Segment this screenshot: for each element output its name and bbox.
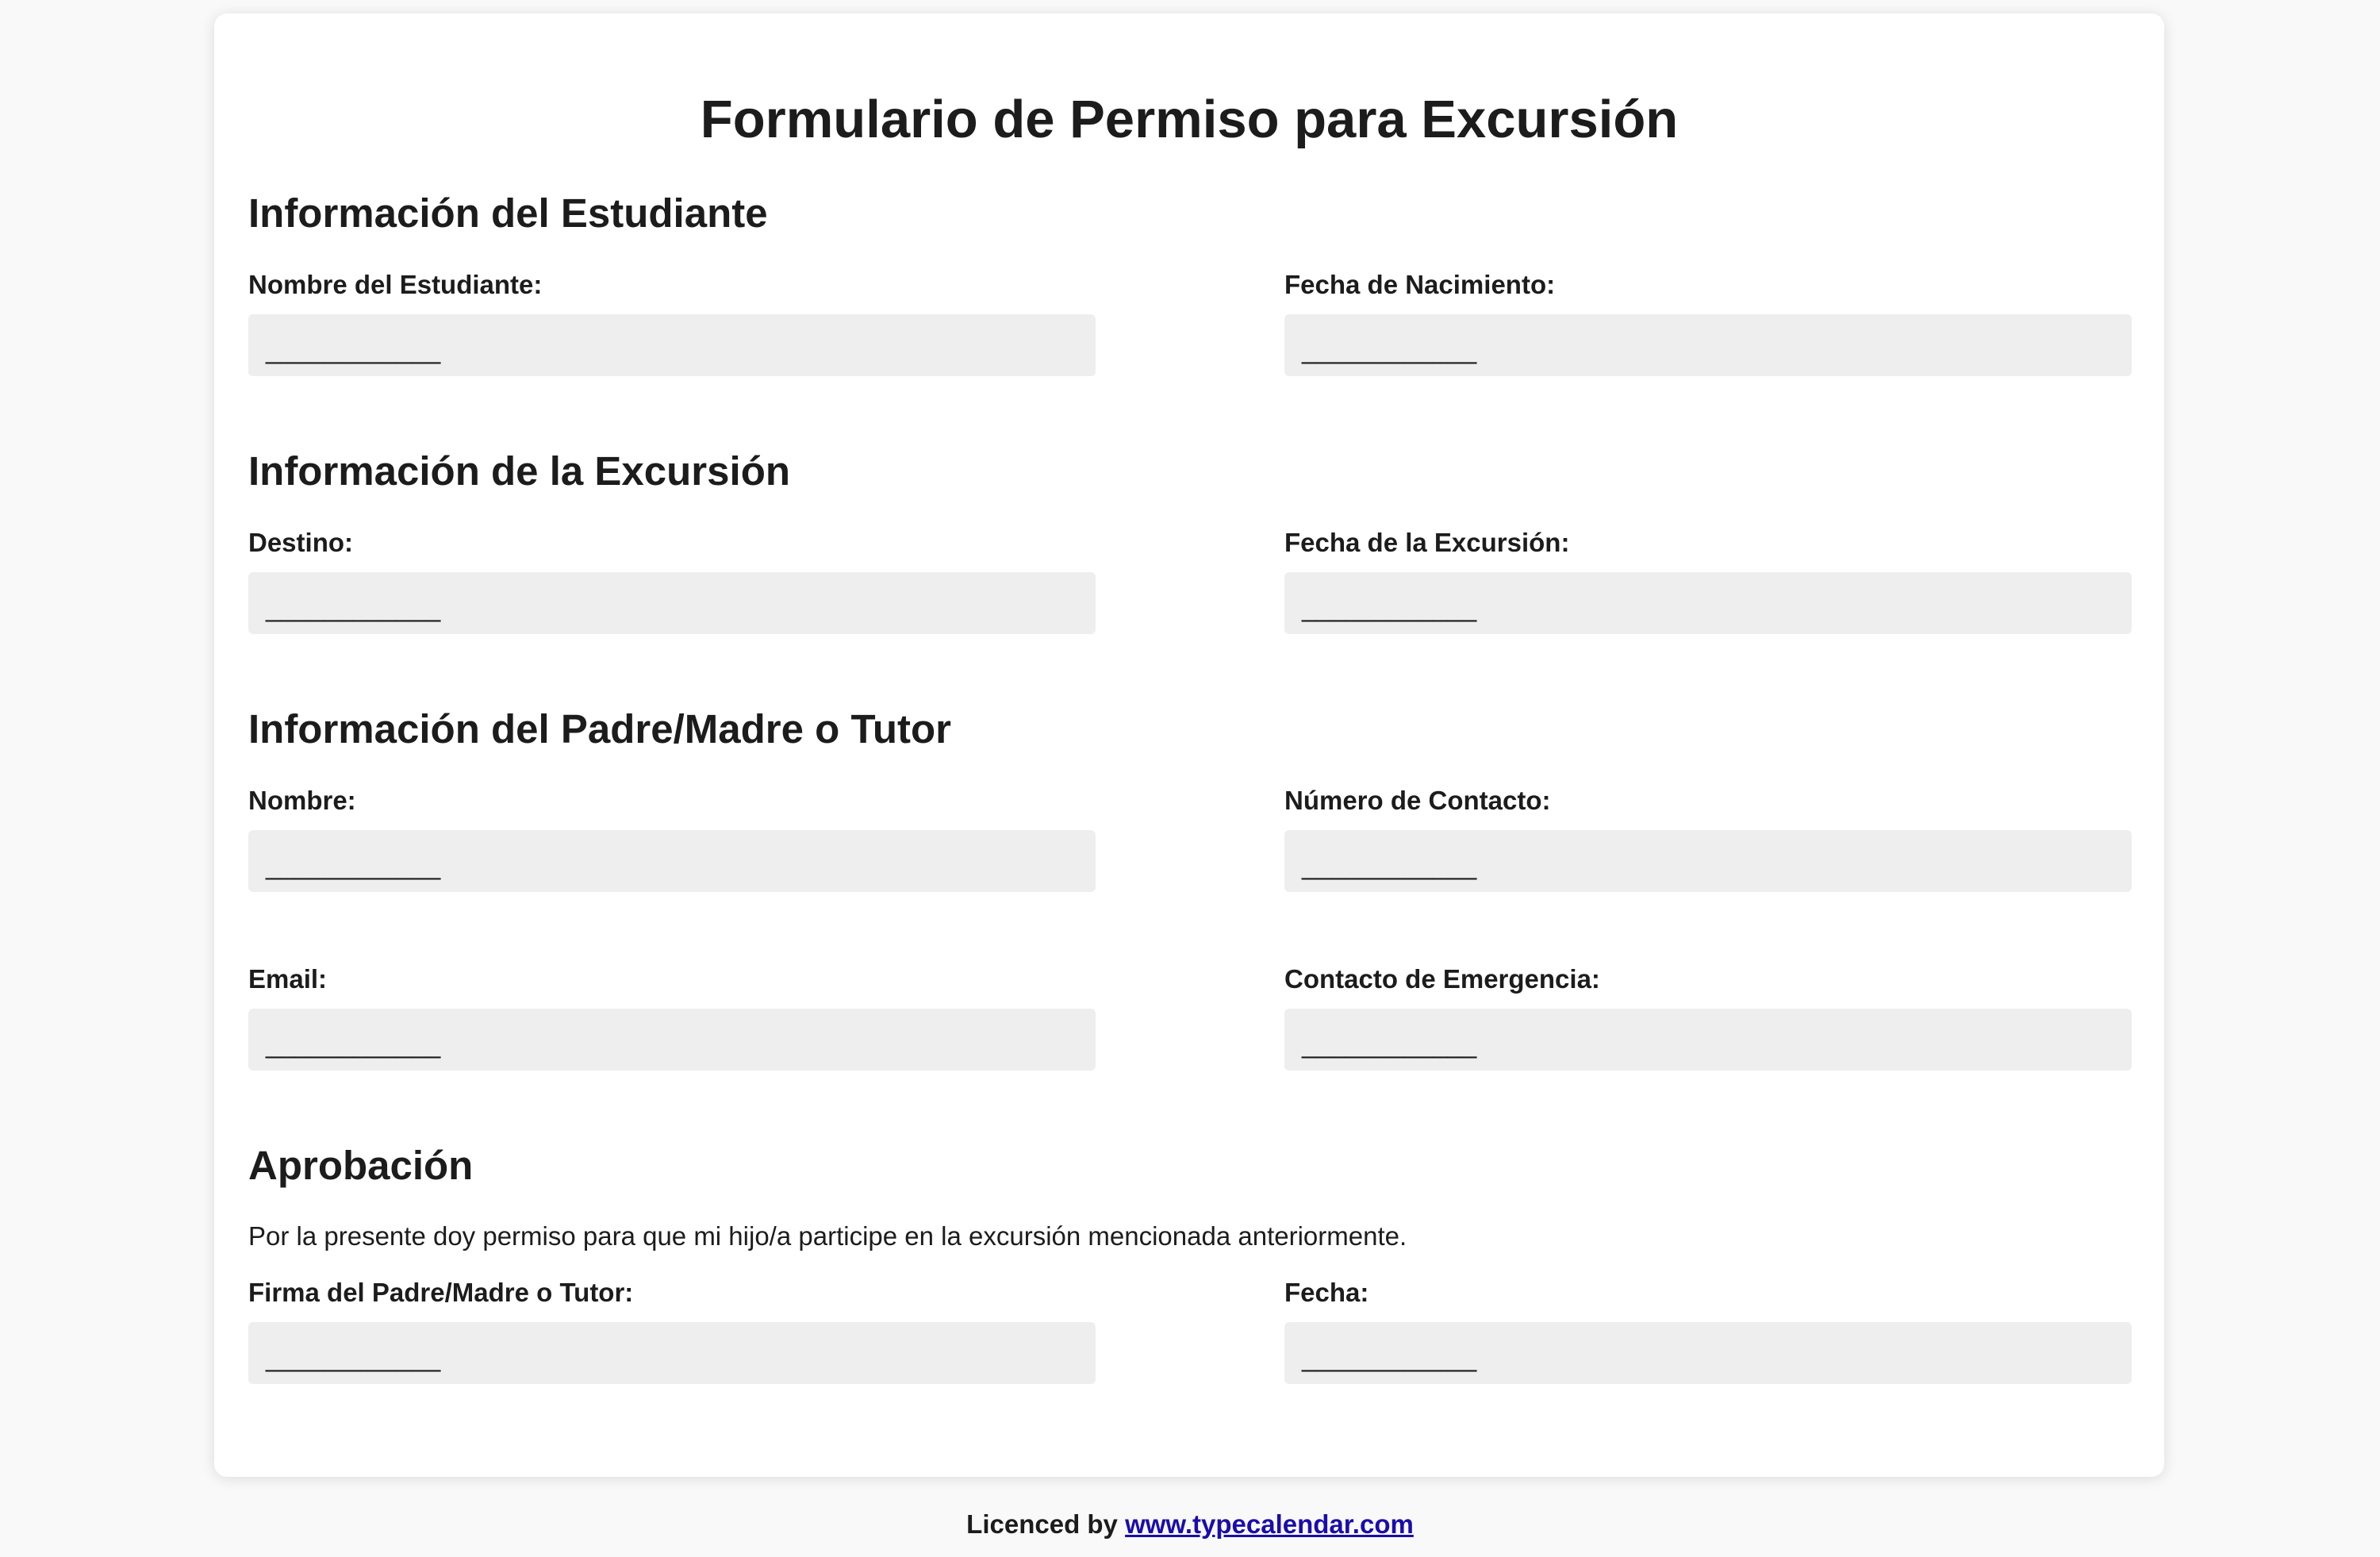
trip-date-value: ____________ [1302, 593, 1477, 622]
emergency-contact-field[interactable] [1284, 1009, 2132, 1071]
approval-date-value: ____________ [1302, 1343, 1477, 1372]
birthdate-field[interactable] [1284, 314, 2132, 376]
signature-field[interactable] [248, 1322, 1096, 1384]
signature-label: Firma del Padre/Madre o Tutor: [248, 1278, 634, 1307]
contact-number-field[interactable] [1284, 830, 2132, 892]
birthdate-label: Fecha de Nacimiento: [1284, 270, 1556, 299]
trip-date-label: Fecha de la Excursión: [1284, 528, 1570, 557]
student-name-field[interactable] [248, 314, 1096, 376]
approval-statement: Por la presente doy permiso para que mi hijo/a participe en la excursión mencionada anteriormente. [248, 1221, 1407, 1251]
emergency-contact-value: ____________ [1302, 1029, 1477, 1059]
email-field[interactable] [248, 1009, 1096, 1071]
student-name-value: ____________ [266, 335, 441, 364]
contact-number-value: ____________ [1302, 851, 1477, 880]
signature-value: ____________ [266, 1343, 441, 1372]
guardian-name-field[interactable] [248, 830, 1096, 892]
destination-value: ____________ [266, 593, 441, 622]
emergency-contact-label: Contacto de Emergencia: [1284, 964, 1600, 994]
approval-date-label: Fecha: [1284, 1278, 1369, 1307]
section-heading-student: Información del Estudiante [248, 190, 768, 236]
email-label: Email: [248, 964, 328, 994]
guardian-name-label: Nombre: [248, 786, 356, 815]
trip-date-field[interactable] [1284, 572, 2132, 634]
approval-date-field[interactable] [1284, 1322, 2132, 1384]
form-title: Formulario de Permiso para Excursión [700, 90, 1679, 149]
permission-form-card [214, 13, 2164, 1477]
footer-licence [0, 1511, 2380, 1537]
guardian-name-value: ____________ [266, 851, 441, 880]
section-heading-trip: Información de la Excursión [248, 448, 790, 494]
section-heading-guardian: Información del Padre/Madre o Tutor [248, 706, 952, 752]
email-value: ____________ [266, 1029, 441, 1059]
contact-number-label: Número de Contacto: [1284, 786, 1551, 815]
typecalendar-link[interactable]: www.typecalendar.com [1125, 1509, 1414, 1539]
student-name-label: Nombre del Estudiante: [248, 270, 543, 299]
birthdate-value: ____________ [1302, 335, 1477, 364]
footer-prefix: Licenced by [966, 1509, 1126, 1539]
section-heading-approval: Aprobación [248, 1143, 474, 1188]
destination-label: Destino: [248, 528, 353, 557]
destination-field[interactable] [248, 572, 1096, 634]
